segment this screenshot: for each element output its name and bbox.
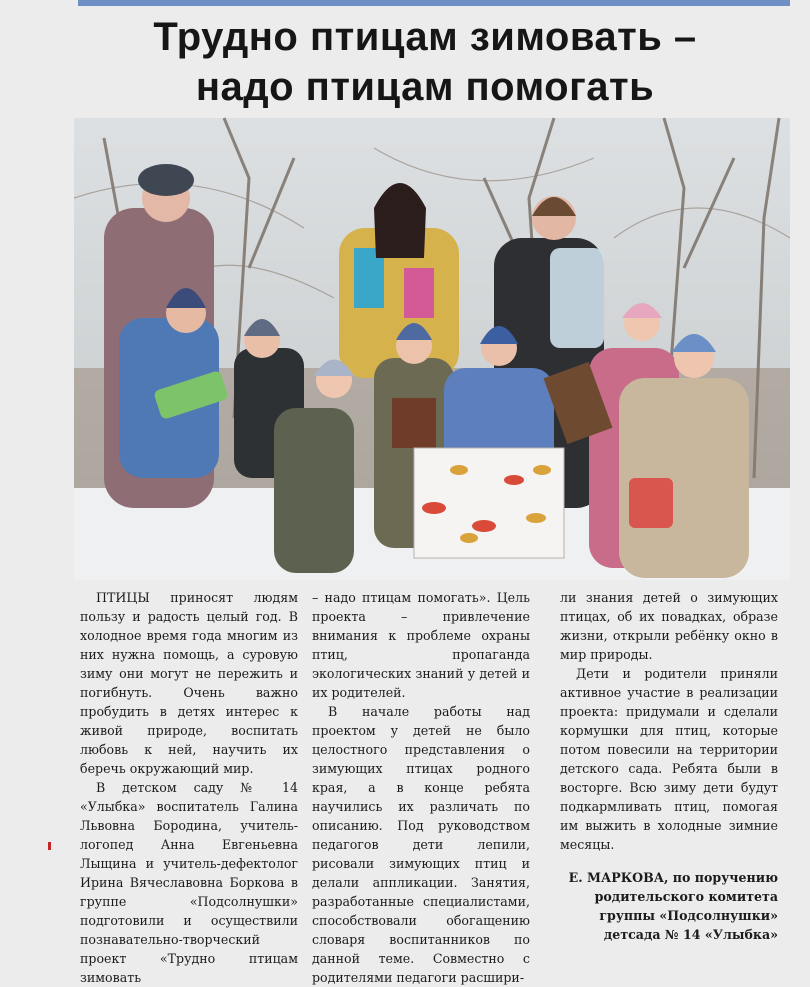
headline-line-1: Трудно птицам зимовать – (153, 15, 697, 59)
margin-mark (48, 842, 51, 850)
article-paragraph: – надо птицам помогать». Цель проекта – привлечение внимания к проблеме охраны птиц, пропаганда экологических знаний у детей и их родителей. (312, 590, 530, 700)
article-paragraph: В детском саду № 14 «Улыбка» воспитатель Галина Львовна Бородина, учитель-логопед Анна Евгеньевна Лыщина и учитель-дефектолог Ирина Вячеславовна Боркова в группе «Подсолнушки» подготовили и осуществили познавательно-творческий проект «Трудно птицам зимовать (80, 780, 298, 985)
group-photo (74, 118, 790, 580)
article-paragraph: В начале работы над проектом у детей не было целостного представления о зимующих птицах родного края, а в конце ребята научились их различать по описанию. Под руководством педагогов дети лепили, рисовали зимующих птиц и делали аппликации. Занятия, разработанные специалистами, способствовали обогащению словаря воспитанников по данной теме. Совместно с родителями педагоги расшири- (312, 704, 530, 985)
headline-line-2: надо птицам помогать (195, 65, 655, 109)
article-paragraph: Дети и родители приняли активное участие в реализации проекта: придумали и сделали кормушки для птиц, которые потом повесили на территории детского сада. Ребята были в восторге. Всю зиму дети будут подкармливать птиц, помогая им выжить в холодные зимние месяцы. (560, 666, 778, 852)
article-signature (560, 868, 778, 944)
article-paragraph: ПТИЦЫ приносят людям пользу и радость целый год. В холодное время года многим из них нужна помощь, а суровую зиму они могут не пережить и погибнуть. Очень важно пробудить в детях интерес к живой природе, воспитать любовь к ней, научить их беречь окружающий мир. (80, 590, 298, 776)
article-column-1 (80, 588, 298, 985)
signature-author: Е. МАРКОВА, (568, 870, 669, 885)
accent-bar (78, 0, 790, 6)
article-column-3 (560, 588, 778, 942)
article-paragraph: ли знания детей о зимующих птицах, об их повадках, образе жизни, открыли ребёнку окно в мир природы. (560, 590, 778, 662)
article-column-2 (312, 588, 530, 985)
signature-text: по поручению родительского комитета группы «Подсолнушки» детсада № 14 «Улыбка» (594, 870, 778, 942)
headline (40, 12, 810, 112)
